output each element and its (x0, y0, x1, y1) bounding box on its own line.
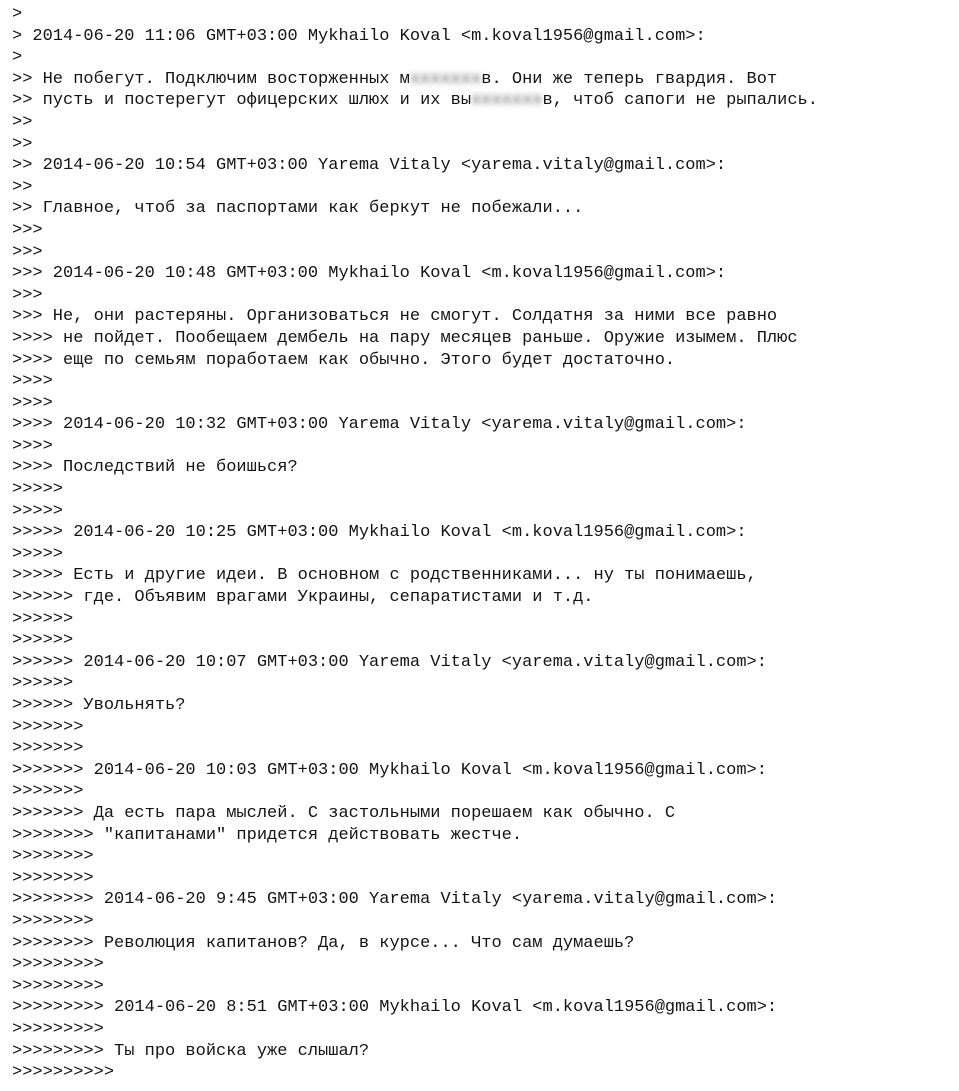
thread-line: >>>>>>>> "капитанами" придется действовать жестче. (12, 825, 523, 845)
redacted-text: ххххххх (471, 91, 543, 111)
thread-line: >>>> не пойдет. Пообещаем дембель на пару месяцев раньше. Оружие изымем. Плюс (12, 328, 798, 348)
thread-line: >>>>> Есть и другие идеи. В основном с родственниками... ну ты понимаешь, (12, 566, 757, 586)
thread-line: >>>> 2014-06-20 10:32 GMT+03:00 Yarema Vitaly <yarema.vitaly@gmail.com>: (12, 415, 747, 435)
thread-line: >>>> (12, 436, 53, 456)
thread-line: >> (12, 134, 33, 154)
thread-line: >>>>>>>> 2014-06-20 9:45 GMT+03:00 Yarema Vitaly <yarema.vitaly@gmail.com>: (12, 890, 778, 910)
thread-line: >>>> (12, 372, 53, 392)
thread-line: >>>>>>>>> (12, 976, 104, 996)
thread-line: >>>>>>>>> (12, 955, 104, 975)
thread-line: >>>>>>>> Революция капитанов? Да, в курсе... Что сам думаешь? (12, 933, 635, 953)
thread-line: >> Главное, чтоб за паспортами как беркут не побежали... (12, 199, 584, 219)
thread-line: >>>>>>>>> 2014-06-20 8:51 GMT+03:00 Mykhailo Koval <m.koval1956@gmail.com>: (12, 998, 778, 1018)
thread-line: >>>>>>>>> Ты про войска уже слышал? (12, 1041, 370, 1061)
thread-line: >>>>>>> (12, 782, 84, 802)
thread-line: >>>>>> (12, 609, 74, 629)
thread-line: >> (12, 112, 33, 132)
thread-line: >>> 2014-06-20 10:48 GMT+03:00 Mykhailo Koval <m.koval1956@gmail.com>: (12, 264, 727, 284)
thread-line: > (12, 48, 23, 68)
thread-line: > 2014-06-20 11:06 GMT+03:00 Mykhailo Koval <m.koval1956@gmail.com>: (12, 26, 706, 46)
thread-line: >>>>> (12, 480, 64, 500)
thread-line: >>>>>>> 2014-06-20 10:03 GMT+03:00 Mykhailo Koval <m.koval1956@gmail.com>: (12, 760, 767, 780)
thread-line: >>>>>>> (12, 717, 84, 737)
thread-line: >>>>>> (12, 631, 74, 651)
thread-line: >> Не побегут. Подключим восторженных мхххххххв. Они же теперь гвардия. Вот (12, 69, 778, 89)
thread-line: >>>>> (12, 544, 64, 564)
thread-line: >>>>> 2014-06-20 10:25 GMT+03:00 Mykhailo Koval <m.koval1956@gmail.com>: (12, 523, 747, 543)
thread-line: > (12, 5, 23, 24)
thread-line: >> пусть и постерегут офицерских шлюх и их выхххххххв, чтоб сапоги не рыпались. (12, 91, 818, 111)
thread-line: >>> Не, они растеряны. Организоваться не смогут. Солдатня за ними все равно (12, 307, 778, 327)
thread-line: >>>>>> (12, 674, 74, 694)
thread-line: >>>> Последствий не боишься? (12, 458, 298, 478)
thread-line: >>> (12, 220, 43, 240)
thread-line: >>>>>>> (12, 739, 84, 759)
thread-line: >>>>>> 2014-06-20 10:07 GMT+03:00 Yarema Vitaly <yarema.vitaly@gmail.com>: (12, 652, 767, 672)
thread-line: >>>>>>>>>> (12, 1063, 115, 1083)
thread-line: >> 2014-06-20 10:54 GMT+03:00 Yarema Vitaly <yarema.vitaly@gmail.com>: (12, 156, 727, 176)
thread-line: >>>>>>>> (12, 911, 94, 931)
redacted-text: ххххххх (409, 69, 482, 89)
thread-line: >>>>> (12, 501, 64, 521)
thread-line: >>> (12, 242, 43, 262)
thread-line: >>>>>> Увольнять? (12, 696, 186, 715)
thread-line: >>>> (12, 393, 53, 413)
thread-line: >>>>>> где. Объявим врагами Украины, сепаратистами и т.д. (12, 588, 594, 608)
thread-line: >>>>>>> Да есть пара мыслей. С застольными порешаем как обычно. С (12, 803, 676, 823)
thread-line: >>>>>>>> (12, 847, 94, 867)
thread-line: >>>>>>>>> (12, 1019, 104, 1039)
thread-line: >> (12, 177, 33, 197)
thread-line: >>>>>>>> (12, 868, 94, 888)
thread-line: >>>> еще по семьям поработаем как обычно. Этого будет достаточно. (12, 350, 676, 370)
thread-line: >>> (12, 285, 43, 305)
